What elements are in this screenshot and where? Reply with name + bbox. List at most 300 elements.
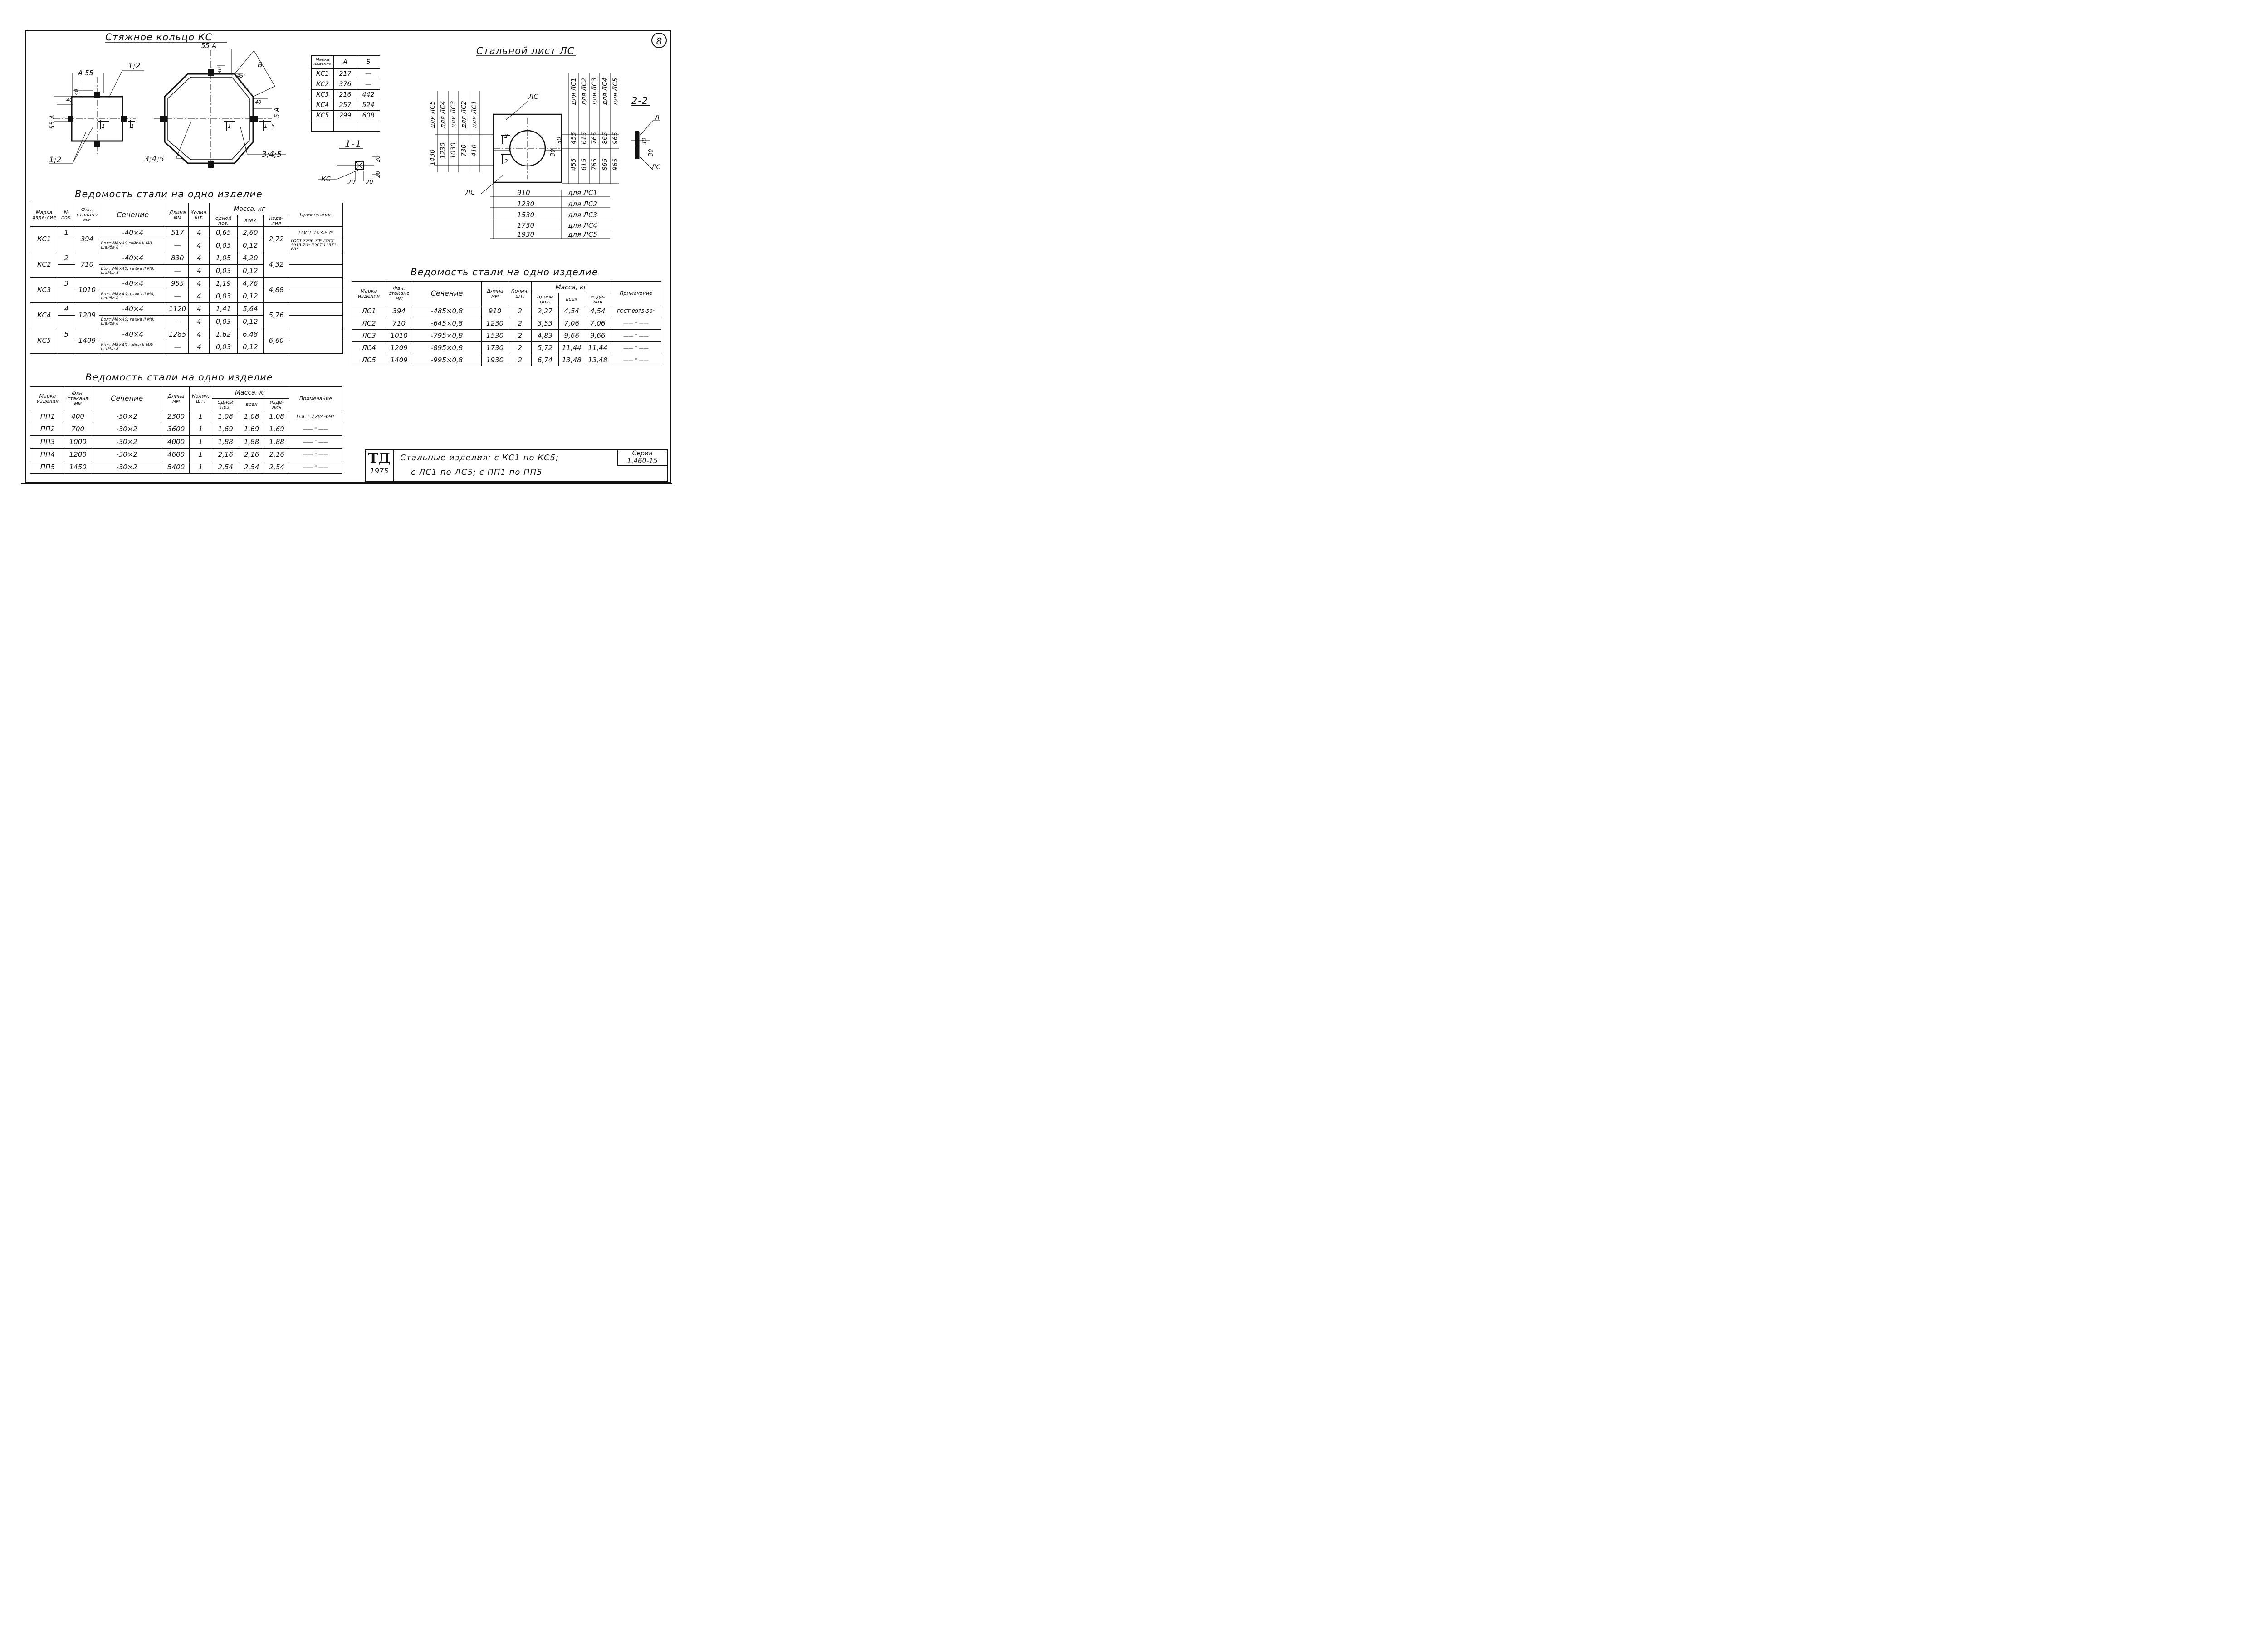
- pp-cell: 1450: [65, 461, 91, 474]
- ls-cell: 9,66: [558, 330, 585, 342]
- kc-sec1: -40×4: [99, 227, 166, 239]
- pp-cell: ПП4: [30, 449, 65, 461]
- pp-cell: —— " ——: [289, 449, 342, 461]
- pp-cell: 5400: [163, 461, 189, 474]
- sheet-right-label: для ЛС3: [591, 78, 598, 105]
- kc-item: 4,88: [264, 278, 289, 303]
- kc-all2: 0,12: [237, 290, 263, 303]
- dim-40-b: 40: [66, 97, 73, 103]
- stamp-line-1: Стальные изделия: с КС1 по КС5;: [400, 453, 559, 463]
- pp-cell: 1: [189, 410, 212, 423]
- stamp-logo: ТД: [368, 450, 391, 466]
- kc-col-dia: Фвн. стакана мм: [75, 203, 99, 227]
- section-2-2-title: 2-2: [631, 95, 649, 106]
- kc-qty2: 4: [189, 265, 210, 278]
- kc-item: 4,32: [264, 252, 289, 278]
- ab-mark: КС3: [312, 90, 334, 100]
- kc-one2: 0,03: [210, 265, 237, 278]
- kc-mark: КС1: [30, 227, 58, 252]
- statement-pp-table: [30, 386, 342, 474]
- kc-one1: 1,62: [210, 328, 237, 341]
- pp-cell: 1,88: [264, 436, 289, 449]
- ls-cell: -895×0,8: [412, 342, 482, 354]
- pp-cell: 1,69: [264, 423, 289, 436]
- ls-cell: —— " ——: [611, 330, 661, 342]
- statement-ls-table: [352, 281, 661, 366]
- kc-note2: [289, 290, 343, 303]
- ls-cell: ЛС5: [352, 354, 386, 366]
- kc-sec2: Болт М8×40; гайка II М8; шайба 8: [99, 290, 166, 303]
- kc-qty1: 4: [189, 227, 210, 239]
- kc-len2: —: [166, 316, 189, 328]
- kc-len1: 830: [166, 252, 189, 265]
- drawing-sheet: [0, 0, 712, 509]
- kc-dia: 1010: [75, 278, 99, 303]
- ls-cell: ЛС3: [352, 330, 386, 342]
- ls-cell: 4,54: [585, 305, 611, 317]
- section22-dim-30a: 30: [641, 137, 648, 145]
- ls-cell: 7,06: [585, 317, 611, 330]
- kc-one2: 0,03: [210, 290, 237, 303]
- ls-cell: 11,44: [585, 342, 611, 354]
- section-1-1-title: 1-1: [345, 139, 362, 150]
- section22-l: Л: [655, 115, 660, 122]
- pp-cell: 3600: [163, 423, 189, 436]
- kc-one2: 0,03: [210, 316, 237, 328]
- cut-mark-2b: 2: [504, 158, 508, 165]
- ls-col-dia: Фвн. стакана мм: [386, 282, 412, 305]
- kc-mark: КС2: [30, 252, 58, 278]
- ls-cell: 910: [482, 305, 508, 317]
- kc-all1: 5,64: [237, 303, 263, 316]
- table-row: [312, 69, 380, 79]
- kc-pos: 2: [58, 252, 75, 265]
- pp-cell: 2,16: [264, 449, 289, 461]
- ls-cell: 2: [508, 317, 532, 330]
- pp-cell: 1: [189, 461, 212, 474]
- kc-len1: 955: [166, 278, 189, 290]
- kc-sec2: Болт М8×40; гайка II М8, шайба 8: [99, 265, 166, 278]
- ab-a: 376: [334, 79, 357, 90]
- ls-cell: 1530: [482, 330, 508, 342]
- ring-title: Стяжное кольцо КС: [105, 32, 213, 43]
- dim-a55-side-left: 55 А: [49, 115, 56, 129]
- pp-col-all: всех: [239, 399, 264, 410]
- ls-col-mark: Марка изделия: [352, 282, 386, 305]
- sheet-bottom-label: для ЛС2: [568, 200, 598, 208]
- kc-col-length: Длина мм: [166, 203, 189, 227]
- kc-mark: КС3: [30, 278, 58, 303]
- table-row: [30, 423, 342, 436]
- table-row: [30, 328, 343, 341]
- angle-45: 45°: [237, 73, 246, 79]
- ls-cell: 2: [508, 330, 532, 342]
- stamp-series-value: 1.460-15: [627, 457, 658, 465]
- kc-qty2: 4: [189, 290, 210, 303]
- kc-one2: 0,03: [210, 239, 237, 252]
- kc-sec1: -40×4: [99, 303, 166, 316]
- pp-col-section: Сечение: [91, 387, 163, 410]
- ab-b: 524: [357, 100, 380, 111]
- statement-kc-table: [30, 203, 343, 354]
- ab-b: 608: [357, 111, 380, 121]
- ls-cell: 1730: [482, 342, 508, 354]
- kc-note1: ГОСТ 103-57*: [289, 227, 343, 239]
- ls-cell: 1209: [386, 342, 412, 354]
- pp-cell: 1,08: [264, 410, 289, 423]
- pp-cell: -30×2: [91, 461, 163, 474]
- pp-col-note: Примечание: [289, 387, 342, 410]
- dim-40-a: 40: [73, 89, 79, 95]
- statement-kc-title: Ведомость стали на одно изделие: [75, 189, 263, 200]
- kc-all1: 2,60: [237, 227, 263, 239]
- sheet-right-bottom-dim: 965: [612, 158, 619, 171]
- pp-cell: ПП5: [30, 461, 65, 474]
- kc-all1: 4,20: [237, 252, 263, 265]
- pp-cell: -30×2: [91, 410, 163, 423]
- ls-cell: 4,83: [532, 330, 559, 342]
- sheet-bottom-dim: 1930: [517, 230, 535, 239]
- kc-qty1: 4: [189, 278, 210, 290]
- kc-all2: 0,12: [237, 316, 263, 328]
- ls-cell: 13,48: [585, 354, 611, 366]
- pp-cell: 2,16: [239, 449, 264, 461]
- pp-cell: 2,54: [264, 461, 289, 474]
- sheet-right-top-dim: 455: [570, 132, 577, 144]
- pp-cell: 2300: [163, 410, 189, 423]
- ls-cell: 6,74: [532, 354, 559, 366]
- sheet-left-label: для ЛС5: [429, 101, 436, 128]
- table-row: [312, 111, 380, 121]
- pp-col-dia: Фвн. стакана мм: [65, 387, 91, 410]
- kc-one1: 1,05: [210, 252, 237, 265]
- ab-a: 216: [334, 90, 357, 100]
- pp-cell: 1,88: [212, 436, 239, 449]
- pp-cell: 1,88: [239, 436, 264, 449]
- cut-mark-1b: 1: [131, 123, 134, 129]
- kc-mark: КС5: [30, 328, 58, 354]
- dim-b: Б: [258, 60, 263, 69]
- kc-one1: 1,41: [210, 303, 237, 316]
- kc-note1: [289, 303, 343, 316]
- kc-len2: —: [166, 341, 189, 354]
- kc-all1: 6,48: [237, 328, 263, 341]
- kc-len2: —: [166, 265, 189, 278]
- kc-col-qty: Колич. шт.: [189, 203, 210, 227]
- pp-cell: 4000: [163, 436, 189, 449]
- pp-cell: 1: [189, 436, 212, 449]
- dim-a55-left: А 55: [78, 69, 94, 77]
- kc-qty1: 4: [189, 303, 210, 316]
- ab-col-a: А: [334, 56, 357, 69]
- pp-cell: -30×2: [91, 436, 163, 449]
- sheet-right-label: для ЛС4: [601, 78, 609, 105]
- table-row: [352, 342, 661, 354]
- kc-note1: [289, 252, 343, 265]
- kc-sec1: -40×4: [99, 252, 166, 265]
- sheet-right-label: для ЛС5: [612, 78, 619, 105]
- pp-col-mass: Масса, кг: [212, 387, 289, 399]
- sheet-right-top-dim: 615: [581, 132, 588, 144]
- ls-cell: 5,72: [532, 342, 559, 354]
- sheet-right-bottom-dim: 765: [591, 158, 598, 171]
- ls-cell: 1230: [482, 317, 508, 330]
- kc-note2: [289, 341, 343, 354]
- ls-cell: —— " ——: [611, 342, 661, 354]
- sheet-dim-30b: 30: [556, 137, 563, 144]
- cut-mark-1a: 1: [102, 123, 105, 129]
- table-row: [312, 90, 380, 100]
- ab-col-b: Б: [357, 56, 380, 69]
- cut-mark-1d: 1: [264, 123, 268, 129]
- ls-cell: -645×0,8: [412, 317, 482, 330]
- pp-cell: 1: [189, 423, 212, 436]
- ls-col-one: одной поз.: [532, 293, 559, 305]
- ls-cell: 13,48: [558, 354, 585, 366]
- kc-col-mark: Марка изде-лия: [30, 203, 58, 227]
- pp-cell: ПП2: [30, 423, 65, 436]
- cut-mark-1c: 1: [228, 123, 231, 129]
- statement-pp-title: Ведомость стали на одно изделие: [85, 372, 273, 383]
- kc-all2: 0,12: [237, 265, 263, 278]
- pp-cell: 4600: [163, 449, 189, 461]
- ab-b: —: [357, 79, 380, 90]
- kc-qty1: 4: [189, 328, 210, 341]
- ls-cell: —— " ——: [611, 354, 661, 366]
- ls-cell: 11,44: [558, 342, 585, 354]
- stamp-series-label: Серия: [632, 450, 653, 457]
- pp-cell: 2,54: [212, 461, 239, 474]
- table-row: [312, 79, 380, 90]
- ls-cell: ЛС1: [352, 305, 386, 317]
- pos-3-4-5-right: 3;4;5: [262, 150, 282, 159]
- pp-col-one: одной поз.: [212, 399, 239, 410]
- pp-cell: 400: [65, 410, 91, 423]
- ls-cell: -995×0,8: [412, 354, 482, 366]
- sheet-left-dim: 1230: [440, 142, 447, 159]
- kc-one2: 0,03: [210, 341, 237, 354]
- sheet-dim-30a: 30: [550, 149, 557, 156]
- pp-cell: -30×2: [91, 423, 163, 436]
- ls-cell: 2: [508, 342, 532, 354]
- ab-b: 442: [357, 90, 380, 100]
- section22-dim-30b: 30: [648, 149, 655, 156]
- pp-cell: -30×2: [91, 449, 163, 461]
- sheet-left-dim: 730: [460, 144, 468, 156]
- sheet-bottom-dim: 1730: [517, 221, 535, 229]
- kc-col-mass: Масса, кг: [210, 203, 289, 215]
- kc-note2: [289, 316, 343, 328]
- pp-cell: ГОСТ 2284-69*: [289, 410, 342, 423]
- pp-col-mark: Марка изделия: [30, 387, 65, 410]
- ls-cell: 2: [508, 354, 532, 366]
- sheet-bottom-label: для ЛС3: [568, 211, 598, 219]
- stamp-series-cell: [617, 450, 667, 466]
- kc-item: 2,72: [264, 227, 289, 252]
- ls-cell: 1930: [482, 354, 508, 366]
- sheet-left-label: для ЛС4: [440, 101, 447, 128]
- sheet-bottom-label: для ЛС1: [568, 189, 598, 197]
- ls-cell: 4,54: [558, 305, 585, 317]
- ls-cell: ГОСТ 8075-56*: [611, 305, 661, 317]
- table-row: [30, 278, 343, 290]
- kc-note2: [289, 265, 343, 278]
- kc-dia: 394: [75, 227, 99, 252]
- ls-col-item: изде-лия: [585, 293, 611, 305]
- sheet-right-bottom-dim: 455: [570, 158, 577, 171]
- pp-cell: 1: [189, 449, 212, 461]
- ls-cell: 710: [386, 317, 412, 330]
- dim-40-c: 40: [217, 67, 223, 73]
- sheet-bottom-dim: 1530: [517, 211, 535, 219]
- pp-cell: 1,08: [239, 410, 264, 423]
- kc-mark: КС4: [30, 303, 58, 328]
- pos-1-2-bottom: 1;2: [49, 156, 62, 165]
- pos-1-2-top: 1;2: [128, 62, 141, 71]
- ls-cell: 2: [508, 305, 532, 317]
- square-ring-drawing: [49, 70, 144, 163]
- table-row: [352, 305, 661, 317]
- section11-dim-20a: 20: [347, 179, 355, 186]
- statement-ls-title: Ведомость стали на одно изделие: [411, 267, 598, 278]
- sheet-left-label: для ЛС1: [471, 101, 478, 128]
- kc-col-pos: № поз.: [58, 203, 75, 227]
- table-row: [312, 100, 380, 111]
- sheet-left-dim: 1030: [450, 142, 457, 159]
- kc-sec2: Болт М8×40 гайка II М8; шайба 8: [99, 341, 166, 354]
- kc-sec1: -40×4: [99, 328, 166, 341]
- dim-40-d: 40: [255, 99, 261, 105]
- ls-cell: 2,27: [532, 305, 559, 317]
- kc-pos: 1: [58, 227, 75, 239]
- ls-cell: -485×0,8: [412, 305, 482, 317]
- ls-cell: 3,53: [532, 317, 559, 330]
- ab-mark: КС5: [312, 111, 334, 121]
- table-row: [352, 317, 661, 330]
- pos-3-4-5-left: 3;4;5: [144, 155, 164, 164]
- dim-a55-top: 55 А: [201, 42, 217, 50]
- sheet-right-label: для ЛС1: [570, 78, 577, 105]
- ls-cell: ЛС2: [352, 317, 386, 330]
- ls-cell: ЛС4: [352, 342, 386, 354]
- kc-qty1: 4: [189, 252, 210, 265]
- pp-cell: —— " ——: [289, 461, 342, 474]
- cut-mark-2a: 2: [504, 133, 508, 139]
- kc-col-one: одной поз.: [210, 215, 237, 227]
- kc-note1: [289, 278, 343, 290]
- kc-item: 5,76: [264, 303, 289, 328]
- ls-col-mass: Масса, кг: [532, 282, 611, 293]
- ab-mark: КС2: [312, 79, 334, 90]
- ls-cell: -795×0,8: [412, 330, 482, 342]
- ls-cell: 9,66: [585, 330, 611, 342]
- kc-dia: 710: [75, 252, 99, 278]
- sheet-ls-top: ЛС: [528, 93, 538, 101]
- kc-item: 6,60: [264, 328, 289, 354]
- dim-a55-side-right: 5 А: [274, 107, 281, 118]
- sheet-right-top-dim: 965: [612, 132, 619, 144]
- kc-note2: ГОСТ 7796-70* ГОСТ 5915-70* ГОСТ 11371-68*: [289, 239, 343, 252]
- section11-dim-20b: 20: [366, 179, 373, 186]
- table-row: [30, 410, 342, 423]
- sheet-bottom-label: для ЛС4: [568, 221, 598, 229]
- table-row: [30, 303, 343, 316]
- kc-len1: 1285: [166, 328, 189, 341]
- section22-ls: ЛС: [651, 164, 661, 171]
- sheet-ls-bottom: ЛС: [465, 188, 475, 196]
- section11-dim-20c: 20: [375, 155, 381, 162]
- pp-cell: 1200: [65, 449, 91, 461]
- pp-cell: ПП1: [30, 410, 65, 423]
- pp-cell: 2,54: [239, 461, 264, 474]
- ab-a: 257: [334, 100, 357, 111]
- table-row: [30, 436, 342, 449]
- ls-col-length: Длина мм: [482, 282, 508, 305]
- pp-cell: 2,16: [212, 449, 239, 461]
- kc-col-note: Примечание: [289, 203, 343, 227]
- dimension-ab-table: [311, 55, 380, 132]
- title-stamp: [365, 449, 668, 482]
- stamp-line-2: с ЛС1 по ЛС5; с ПП1 по ПП5: [411, 468, 543, 477]
- kc-sec2: Болт М8×40; гайка II М8; шайба 8: [99, 316, 166, 328]
- sheet-right-top-dim: 865: [601, 132, 609, 144]
- pp-cell: 1,08: [212, 410, 239, 423]
- section11-kc-label: КС: [321, 175, 331, 183]
- sheet-left-label: для ЛС3: [450, 101, 457, 128]
- kc-pos: 4: [58, 303, 75, 316]
- kc-dia: 1409: [75, 328, 99, 354]
- ls-cell: 1010: [386, 330, 412, 342]
- ab-mark: КС1: [312, 69, 334, 79]
- section11-dim-20d: 20: [375, 171, 381, 178]
- kc-sec2: Болт М8×40 гайка II М8, шайба 8: [99, 239, 166, 252]
- kc-one1: 1,19: [210, 278, 237, 290]
- sheet-number: 8: [651, 33, 667, 48]
- kc-len1: 1120: [166, 303, 189, 316]
- kc-len2: —: [166, 290, 189, 303]
- ab-mark: КС4: [312, 100, 334, 111]
- kc-col-all: всех: [237, 215, 263, 227]
- kc-one1: 0,65: [210, 227, 237, 239]
- dim-5: 5: [271, 123, 274, 129]
- pp-col-item: изде-лия: [264, 399, 289, 410]
- ls-col-all: всех: [558, 293, 585, 305]
- ls-col-qty: Колич. шт.: [508, 282, 532, 305]
- pp-col-length: Длина мм: [163, 387, 189, 410]
- table-row: [352, 354, 661, 366]
- kc-qty2: 4: [189, 239, 210, 252]
- ls-cell: 7,06: [558, 317, 585, 330]
- ls-cell: 394: [386, 305, 412, 317]
- kc-col-section: Сечение: [99, 203, 166, 227]
- table-row: [352, 330, 661, 342]
- ab-a: 217: [334, 69, 357, 79]
- kc-pos: 5: [58, 328, 75, 341]
- ls-col-note: Примечание: [611, 282, 661, 305]
- pp-cell: —— " ——: [289, 423, 342, 436]
- sheet-right-top-dim: 765: [591, 132, 598, 144]
- pp-cell: 1000: [65, 436, 91, 449]
- sheet-title: Стальной лист ЛС: [476, 45, 575, 56]
- sheet-left-label: для ЛС2: [460, 101, 468, 128]
- ab-col-mark: Марка изделия: [312, 56, 334, 69]
- table-row: [30, 227, 343, 239]
- pp-cell: ПП3: [30, 436, 65, 449]
- kc-all1: 4,76: [237, 278, 263, 290]
- sheet-right-label: для ЛС2: [581, 78, 588, 105]
- sheet-left-dim: 410: [471, 144, 478, 156]
- kc-all2: 0,12: [237, 341, 263, 354]
